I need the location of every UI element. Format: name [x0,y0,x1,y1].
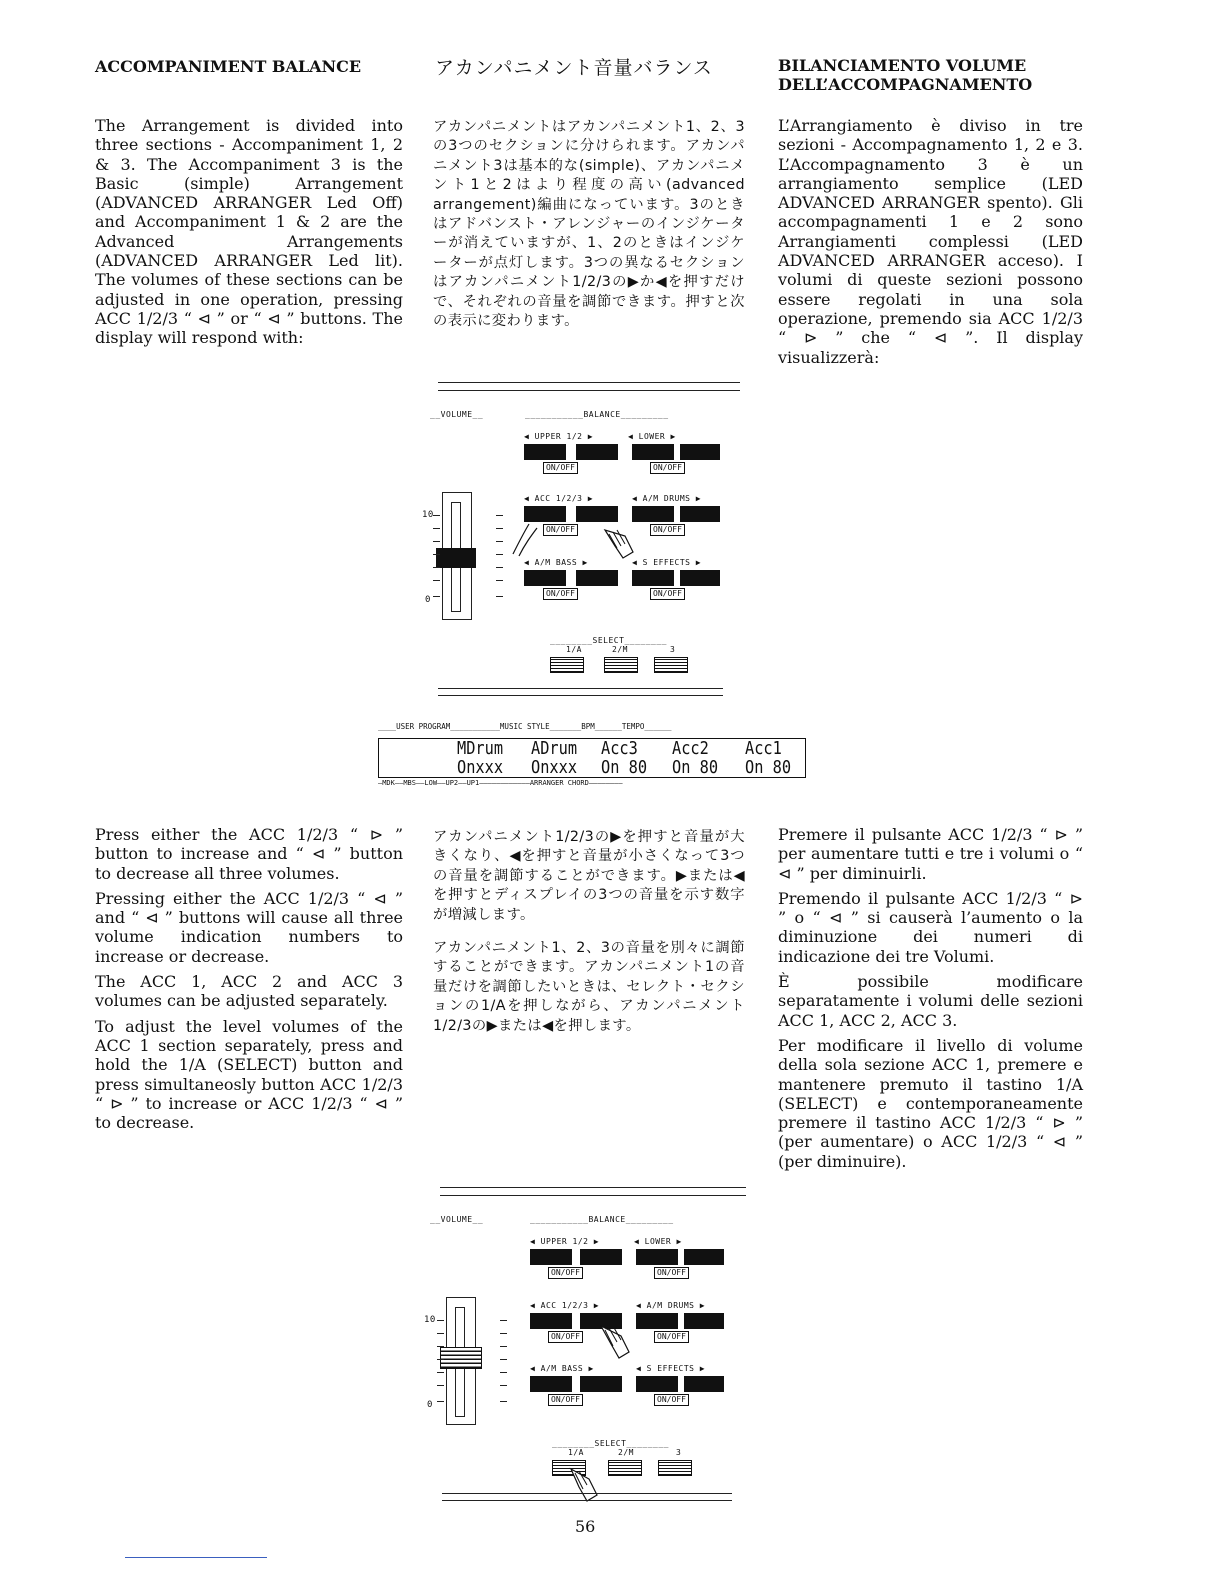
footer-rule [125,1557,267,1558]
select-3-button[interactable] [658,1460,692,1476]
heading-en: ACCOMPANIMENT BALANCE [95,57,362,76]
balance-label: ___________BALANCE_________ [530,1215,674,1224]
body-ja-p1: アカンパニメント1/2/3の▶を押すと音量が大きくなり、◀を押すと音量が小さくなって3つの音量を調節することができます。▶または◀を押すとディスプレイの3つの音量を示す数字が増減します。 [433,829,745,923]
sel1-label: 1/A [566,645,582,654]
body-it [778,825,1083,1177]
balance-label: ___________BALANCE_________ [525,410,669,419]
lcd-bottom-labels: —MDK——MBS——LOW——UP2——UP1————————————ARRANGER CHORD———————— [378,779,623,787]
heading-ja: アカンパニメント音量バランス [435,57,713,79]
amdrums-right-button[interactable] [684,1313,724,1329]
scale-bottom: 0 [425,595,431,605]
lower-onoff: ON/OFF [654,1267,689,1279]
amdrums-onoff: ON/OFF [650,524,685,536]
upper-label: ◀ UPPER 1/2 ▶ [530,1237,600,1246]
body-en [95,825,403,1138]
lcd-r2-c3: On 80 [601,757,648,778]
sel2-label: 2/M [612,645,628,654]
lower-label: ◀ LOWER ▶ [628,432,676,441]
seffects-onoff: ON/OFF [654,1394,689,1406]
ambass-left-button[interactable] [530,1376,572,1392]
volume-label: __VOLUME__ [430,410,484,419]
lower-right-button[interactable] [680,444,720,460]
lcd-r2-c5: On 80 [745,757,792,778]
select-2m-button[interactable] [604,657,638,673]
upper-left-button[interactable] [530,1249,572,1265]
ambass-label: ◀ A/M BASS ▶ [524,558,588,567]
ambass-onoff: ON/OFF [543,588,578,600]
sel1-label: 1/A [568,1448,584,1457]
amdrums-label: ◀ A/M DRUMS ▶ [636,1301,706,1310]
sel2-label: 2/M [618,1448,634,1457]
body-ja-p2: アカンパニメント1、2、3の音量を別々に調節することができます。アカンパニメント1の音量だけを調節したいときは、セレクト・セクションの1/Aを押しながら、アカンパニメント1/2/3の▶または◀を押します。 [433,940,745,1034]
heading-it [778,56,1032,94]
select-3-button[interactable] [654,657,688,673]
ambass-right-button[interactable] [576,570,618,586]
body-ja [433,828,745,1042]
control-panel-diagram-1 [400,382,760,717]
ambass-onoff: ON/OFF [548,1394,583,1406]
lcd-r1-c4: Acc2 [672,738,709,759]
body-en-p3: The ACC 1, ACC 2 and ACC 3 volumes can be adjusted separately. [95,972,403,1011]
select-label: ________SELECT________ [550,636,667,645]
lower-right-button[interactable] [684,1249,724,1265]
body-it-p3: È possibile modificare separatamente i volumi delle sezioni ACC 1, ACC 2, ACC 3. [778,972,1083,1030]
acc-left-button[interactable] [530,1313,572,1329]
lower-left-button[interactable] [632,444,674,460]
upper-right-button[interactable] [580,1249,622,1265]
lcd-r1-c1: MDrum [457,738,504,759]
seffects-label: ◀ S EFFECTS ▶ [636,1364,706,1373]
upper-right-button[interactable] [576,444,618,460]
intro-it: L’Arrangiamento è diviso in tre sezioni - Accompagnamento 1, 2 e 3. L’Accompagnamento 3 è un arrangiamento semplice (LED ADVANCED ARRANGER spento). Gli accompagnamenti 1 e 2 sono Arrangiamenti complessi (LED ADVANCED ARRANGER acceso). I volumi di queste sezioni possono essere regolati in una sola operazione, premendo sia ACC 1/2/3 “ ⊳ ” che “ ⊲ ”. Il display visualizzerà: [778,116,1083,367]
scale-top: 10 [424,1315,436,1325]
intro-en: The Arrangement is divided into three sections - Accompaniment 1, 2 & 3. The Accompaniment 3 is the Basic (simple) Arrangement (ADVANCED ARRANGER Led Off) and Accompaniment 1 & 2 are the Advanced Arrangements (ADVANCED ARRANGER Led lit). The volumes of these sections can be adjusted in one operation, pressing ACC 1/2/3 “ ⊲ ” or “ ⊲ ” buttons. The display will respond with: [95,116,403,348]
select-label: ________SELECT________ [552,1439,669,1448]
volume-slider-knob[interactable] [436,548,476,568]
pointing-hand-icon [595,1322,645,1382]
lcd-top-labels: ____USER PROGRAM___________MUSIC STYLE_______BPM______TEMPO______ [378,722,672,731]
body-en-p2: Pressing either the ACC 1/2/3 “ ⊲ ” and “ ⊲ ” buttons will cause all three volume indication numbers to increase or decrease. [95,888,403,966]
ambass-label: ◀ A/M BASS ▶ [530,1364,594,1373]
sel3-label: 3 [676,1448,682,1457]
heading-it-line1: BILANCIAMENTO VOLUME [778,56,1027,75]
acc-label: ◀ ACC 1/2/3 ▶ [530,1301,600,1310]
acc-label: ◀ ACC 1/2/3 ▶ [524,494,594,503]
scale-bottom: 0 [427,1400,433,1410]
intro-ja: アカンパニメントはアカンパニメント1、2、3の3つのセクションに分けられます。アカンパニメント3は基本的な(simple)、アカンパニメント1と2はより程度の高い(advanced arrangement)編曲になっています。3のときはアドバンスト・アレンジャーのインジケーターが消えていますが、1、2のときはインジケーターが点灯します。3つの異なるセクションはアカンパニメント1/2/3の▶か◀を押すだけで、それぞれの音量を調節できます。押すと次の表示に変わります。 [433,119,745,330]
lcd-r2-c2: Onxxx [531,757,578,778]
upper-onoff: ON/OFF [543,462,578,474]
lcd-r2-c1: Onxxx [457,757,504,778]
lower-onoff: ON/OFF [650,462,685,474]
lower-left-button[interactable] [636,1249,678,1265]
pointing-hands-icon [505,512,645,572]
seffects-label: ◀ S EFFECTS ▶ [632,558,702,567]
lcd-screen [378,738,806,778]
volume-slider-knob[interactable] [440,1347,482,1369]
upper-label: ◀ UPPER 1/2 ▶ [524,432,594,441]
lcd-r1-c2: ADrum [531,738,578,759]
control-panel-diagram-2 [400,1187,760,1522]
seffects-right-button[interactable] [680,570,720,586]
acc-onoff: ON/OFF [548,1331,583,1343]
seffects-onoff: ON/OFF [650,588,685,600]
lcd-r2-c4: On 80 [672,757,719,778]
body-en-p1: Press either the ACC 1/2/3 “ ⊳ ” button to increase and “ ⊲ ” button to decrease all three volumes. [95,825,403,883]
lower-label: ◀ LOWER ▶ [634,1237,682,1246]
body-en-p4: To adjust the level volumes of the ACC 1 section separately, press and hold the 1/A (SELECT) button and press simultaneosly button ACC 1/2/3 “ ⊳ ” to increase or ACC 1/2/3 “ ⊲ ” to decrease. [95,1016,403,1133]
select-1a-button[interactable] [550,657,584,673]
body-it-p4: Per modificare il livello di volume della sola sezione ACC 1, premere e mantenere premuto il tastino 1/A (SELECT) e contemporaneamente premere il tastino ACC 1/2/3 “ ⊳ ” (per aumentare) o ACC 1/2/3 “ ⊲ ” (per diminuire). [778,1035,1083,1171]
seffects-right-button[interactable] [684,1376,724,1392]
body-it-p1: Premere il pulsante ACC 1/2/3 “ ⊳ ” per aumentare tutti e tre i volumi o “ ⊲ ” per diminuirli. [778,825,1083,883]
scale-top: 10 [422,510,434,520]
amdrums-right-button[interactable] [680,506,720,522]
lcd-r1-c3: Acc3 [601,738,638,759]
seffects-left-button[interactable] [632,570,674,586]
body-it-p2: Premendo il pulsante ACC 1/2/3 “ ⊳ ” o “ ⊲ ” si causerà l’aumento o la diminuzione dei numeri di indicazione dei tre Volumi. [778,888,1083,966]
ambass-left-button[interactable] [524,570,566,586]
acc-onoff: ON/OFF [543,524,578,536]
page-number: 56 [575,1517,596,1536]
sel3-label: 3 [670,645,676,654]
pointing-hand-icon [565,1467,615,1517]
amdrums-label: ◀ A/M DRUMS ▶ [632,494,702,503]
upper-left-button[interactable] [524,444,566,460]
volume-label: __VOLUME__ [430,1215,484,1224]
lcd-r1-c5: Acc1 [745,738,782,759]
amdrums-onoff: ON/OFF [654,1331,689,1343]
heading-it-line2: DELL’ACCOMPAGNAMENTO [778,75,1033,94]
upper-onoff: ON/OFF [548,1267,583,1279]
